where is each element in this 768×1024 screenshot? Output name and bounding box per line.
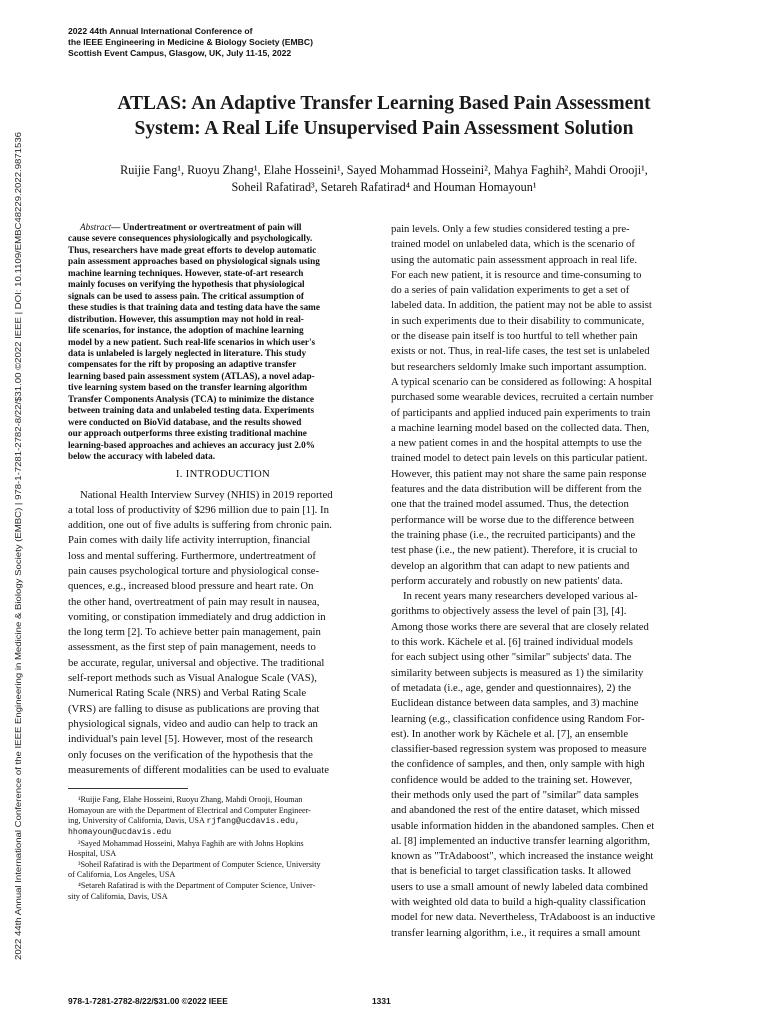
footnote-line: Homayoun are with the Department of Electrical and Computer Engineer- bbox=[68, 805, 311, 815]
footnote-line: Hospital, USA bbox=[68, 849, 117, 859]
text-line: purchased some wearable devices, recruited a certain number bbox=[391, 391, 654, 404]
text-line: but researchers seldomly lmake such important assumption. bbox=[391, 360, 647, 373]
footnote-line: ing, University of California, Davis, USA rjfang@ucdavis.edu, bbox=[68, 816, 300, 827]
abstract-line: Abstract— Undertreatment or overtreatment of pain will bbox=[80, 222, 302, 232]
text-line: trained model to detect pain levels on this particular patient. bbox=[391, 452, 648, 465]
footnote-line: ³Soheil Rafatirad is with the Department of Computer Science, University bbox=[78, 859, 321, 869]
text-line: with weighted old data to build a high-quality classification bbox=[391, 896, 646, 909]
footer-isbn: 978-1-7281-2782-8/22/$31.00 ©2022 IEEE bbox=[68, 996, 228, 1006]
text-line: of metadata (i.e., age, gender and questionnaires), 2) the bbox=[391, 681, 632, 694]
abstract-line: Thus, researchers have made great efforts to develop automatic bbox=[68, 244, 317, 255]
text-line: be accurate, regular, universal and objective. The traditional bbox=[68, 656, 325, 669]
introduction-text-continued bbox=[391, 222, 701, 941]
abstract-line: tive learning system based on the transfer learning algorithm bbox=[68, 382, 308, 393]
conference-line-3: Scottish Event Campus, Glasgow, UK, July 11-15, 2022 bbox=[68, 48, 292, 58]
text-line: Euclidean distance between data samples, and 3) machine bbox=[391, 697, 639, 710]
conference-line-2: the IEEE Engineering in Medicine & Biology Society (EMBC) bbox=[68, 37, 313, 47]
text-line: do a series of pain validation experiments to get a set of bbox=[391, 284, 630, 297]
authors-line-2: Soheil Rafatirad³, Setareh Rafatirad⁴ and Houman Homayoun¹ bbox=[231, 180, 537, 194]
text-line: for each subject using other "similar" subjects' data. The bbox=[391, 651, 632, 664]
text-line: (VRS) are falling to disuse as publications are proving that bbox=[68, 702, 320, 715]
text-line: transfer learning algorithm, i.e., it requires a small amount bbox=[391, 926, 641, 939]
email-address[interactable]: rjfang@ucdavis.edu, bbox=[206, 817, 300, 827]
abstract-line: mainly focuses on verifying the hypothesis that physiological bbox=[68, 279, 305, 290]
abstract-line: Transfer Components Analysis (TCA) to minimize the distance bbox=[68, 393, 314, 404]
text-line: est). In another work by Kächele et al. [7], an ensemble bbox=[391, 727, 629, 740]
conference-header bbox=[68, 26, 408, 59]
text-line: that is beneficial to target classification tasks. It allowed bbox=[391, 865, 631, 878]
abstract-line: these studies is that training data and testing data have the same bbox=[68, 302, 320, 313]
title-line-2: System: A Real Life Unsupervised Pain Assessment Solution bbox=[134, 118, 634, 139]
abstract-line: our approach outperforms three existing traditional machine bbox=[68, 428, 307, 439]
text-line: the confidence of samples, and then, only sample with high bbox=[391, 758, 645, 771]
text-line: in such experiments due to their disability to communicate, bbox=[391, 314, 645, 327]
text-line: a total loss of productivity of $296 million due to pain [1]. In bbox=[68, 503, 329, 516]
footnote-line: ⁴Setareh Rafatirad is with the Department of Computer Science, Univer- bbox=[78, 880, 316, 890]
authors-line-1: Ruijie Fang¹, Ruoyu Zhang¹, Elahe Hosseini¹, Sayed Mohammad Hosseini², Mahya Faghih², Mahdi Orooji¹, bbox=[120, 163, 648, 177]
text-line: pain causes psychological torture and physiological conse- bbox=[68, 565, 320, 577]
right-column bbox=[391, 222, 701, 941]
abstract-line: below the accuracy with labeled data. bbox=[68, 451, 215, 462]
text-line: assessment, as the first step of pain management, needs to bbox=[68, 641, 316, 654]
text-line: Among those works there are several that are closely related bbox=[391, 620, 649, 633]
abstract-line: pain assessment approaches based on physiological signals using bbox=[68, 256, 320, 267]
text-line: vomiting, or constipation immediately and drug addiction in bbox=[68, 610, 326, 623]
text-line: A typical scenario can be considered as following: A hospital bbox=[391, 375, 652, 388]
author-list bbox=[40, 162, 728, 196]
text-line: to this work. Kächele et al. [6] trained individual models bbox=[391, 636, 633, 649]
abstract-line: cause severe consequences physiologically and psychologically. bbox=[68, 233, 313, 244]
footnote-line: sity of California, Davis, USA bbox=[68, 891, 168, 901]
abstract-line: learning based pain assessment system (ATLAS), a novel adap- bbox=[68, 370, 315, 381]
text-line: their methods only used the part of "similar" data samples bbox=[391, 788, 639, 801]
abstract-line: compensates for the rift by proposing an adaptive transfer bbox=[68, 359, 297, 370]
paper-title bbox=[50, 91, 718, 141]
text-line: a new patient comes in and the hospital attempts to use the bbox=[391, 437, 642, 450]
text-line: of participants and applied induced pain experiments to train bbox=[391, 406, 651, 419]
footnote-line: ²Sayed Mohammad Hosseini, Mahya Faghih are with Johns Hopkins bbox=[78, 838, 304, 848]
text-line: self-report methods such as Visual Analogue Scale (VAS), bbox=[68, 672, 317, 685]
footnotes bbox=[68, 795, 378, 902]
text-line: users to use a small amount of newly labeled data combined bbox=[391, 880, 649, 893]
abstract-line: signals can be used to assess pain. The critical assumption of bbox=[68, 290, 304, 301]
text-line: or the disease pain itself is too hurtful to tell whether pain bbox=[391, 330, 638, 343]
introduction-text bbox=[68, 488, 378, 779]
abstract-line: learning-based approaches and achieves an accuracy just 2.0% bbox=[68, 439, 315, 450]
abstract-line: machine learning techniques. However, state-of-art research bbox=[68, 267, 304, 278]
text-line: test phase (i.e., the new patient). Therefore, it is crucial to bbox=[391, 544, 638, 557]
text-line: the training phase (i.e., the recruited participants) and the bbox=[391, 528, 636, 541]
text-line: quences, e.g., increased blood pressure and heart rate. On bbox=[68, 580, 314, 593]
email-address[interactable]: hhomayoun@ucdavis.edu bbox=[68, 827, 172, 837]
abstract-line: data is unlabeled is largely neglected in literature. This study bbox=[68, 347, 307, 358]
page-number: 1331 bbox=[372, 996, 391, 1006]
abstract-line: life scenarios, for instance, the adoption of machine learning bbox=[68, 325, 304, 336]
text-line: learning (e.g., classification confidence using Random For- bbox=[391, 712, 645, 725]
abstract bbox=[68, 222, 378, 463]
text-line: However, this patient may not share the same pain response bbox=[391, 467, 647, 480]
text-line: confidence would be added to the training set. However, bbox=[391, 773, 633, 786]
section-heading-introduction: I. INTRODUCTION bbox=[175, 467, 271, 480]
abstract-line: model by a new patient. Such real-life scenarios in which user's bbox=[68, 336, 316, 347]
text-line: addition, one out of five adults is suffering from chronic pain. bbox=[68, 519, 332, 532]
text-line: pain levels. Only a few studies considered testing a pre- bbox=[391, 223, 630, 235]
conference-line-1: 2022 44th Annual International Conference of bbox=[68, 26, 253, 36]
text-line: gorithms to objectively assess the level of pain [3], [4]. bbox=[391, 605, 627, 618]
text-line: trained model on unlabeled data, which is the scenario of bbox=[391, 238, 635, 251]
text-line: classifier-based regression system was proposed to measure bbox=[391, 743, 647, 756]
text-line: For each new patient, it is resource and time-consuming to bbox=[391, 268, 642, 281]
text-line: develop an algorithm that can adapt to new patients and bbox=[391, 559, 630, 572]
text-line: loss and mental suffering. Furthermore, undertreatment of bbox=[68, 549, 316, 562]
abstract-line: between training data and unlabeled testing data. Experiments bbox=[68, 405, 315, 416]
text-line: performance will be worse due to the difference between bbox=[391, 513, 635, 526]
text-line: perform accurately and robustly on new patients' data. bbox=[391, 574, 623, 587]
text-line: a machine learning model based on the collected data. Then, bbox=[391, 421, 650, 434]
text-line: the other hand, overtreatment of pain may result in nausea, bbox=[68, 595, 320, 608]
text-line: model for new data. Nevertheless, TrAdaboost is an inductive bbox=[391, 911, 656, 924]
text-line: exists or not. Thus, in real-life cases, the test set is unlabeled bbox=[391, 345, 650, 358]
footnote-line: ¹Ruijie Fang, Elahe Hosseini, Ruoyu Zhang, Mahdi Orooji, Houman bbox=[78, 795, 303, 805]
text-line: Pain comes with daily life activity interruption, financial bbox=[68, 534, 311, 547]
text-line: the long term [2]. To achieve better pain management, pain bbox=[68, 626, 321, 639]
text-line: Numerical Rating Scale (NRS) and Verbal Rating Scale bbox=[68, 687, 307, 700]
abstract-label: Abstract bbox=[80, 222, 112, 232]
abstract-line: were conducted on BioVid database, and the results showed bbox=[68, 416, 302, 427]
abstract-line: distribution. However, this assumption may not hold in real- bbox=[68, 313, 304, 324]
text-line: al. [8] implemented an inductive transfer learning algorithm, bbox=[391, 834, 651, 847]
text-line: one that the trained model assumed. Thus, the detection bbox=[391, 498, 629, 511]
text-line: individual's pain level [5]. However, most of the research bbox=[68, 733, 313, 746]
text-line: usable information hidden in the abandoned samples. Chen et bbox=[391, 819, 655, 832]
title-line-1: ATLAS: An Adaptive Transfer Learning Based Pain Assessment bbox=[117, 93, 651, 114]
text-line: features and the data distribution will be different from the bbox=[391, 483, 642, 496]
side-doi-text: 2022 44th Annual International Conference of the IEEE Engineering in Medicine & Biology Society (EMBC) | 978-1-7281-2782-8/22/$31.00 ©2022 IEEE | DOI: 10.1109/EMBC48229.2022.9871536 bbox=[14, 260, 23, 960]
text-line: physiological signals, video and audio can help to track an bbox=[68, 717, 318, 730]
text-line: and abandoned the rest of the entire dataset, which missed bbox=[391, 804, 640, 817]
side-doi-strip bbox=[5, 130, 33, 960]
text-line: National Health Interview Survey (NHIS) in 2019 reported bbox=[80, 488, 333, 501]
left-column bbox=[68, 222, 378, 902]
text-line: only focuses on the verification of the hypothesis that the bbox=[68, 748, 313, 761]
footnote-divider bbox=[68, 788, 188, 789]
text-line: known as "TrAdaboost", which increased the instance weight bbox=[391, 850, 654, 863]
text-line: similarity between subjects is measured as 1) the similarity bbox=[391, 666, 644, 679]
footnote-line: of California, Los Angeles, USA bbox=[68, 870, 176, 880]
text-line: measurements of different modalities can be used to evaluate bbox=[68, 763, 329, 776]
text-line: labeled data. In addition, the patient may not be able to assist bbox=[391, 299, 652, 312]
text-line: In recent years many researchers developed various al- bbox=[403, 590, 638, 603]
text-line: using the automatic pain assessment approach in real life. bbox=[391, 253, 638, 266]
